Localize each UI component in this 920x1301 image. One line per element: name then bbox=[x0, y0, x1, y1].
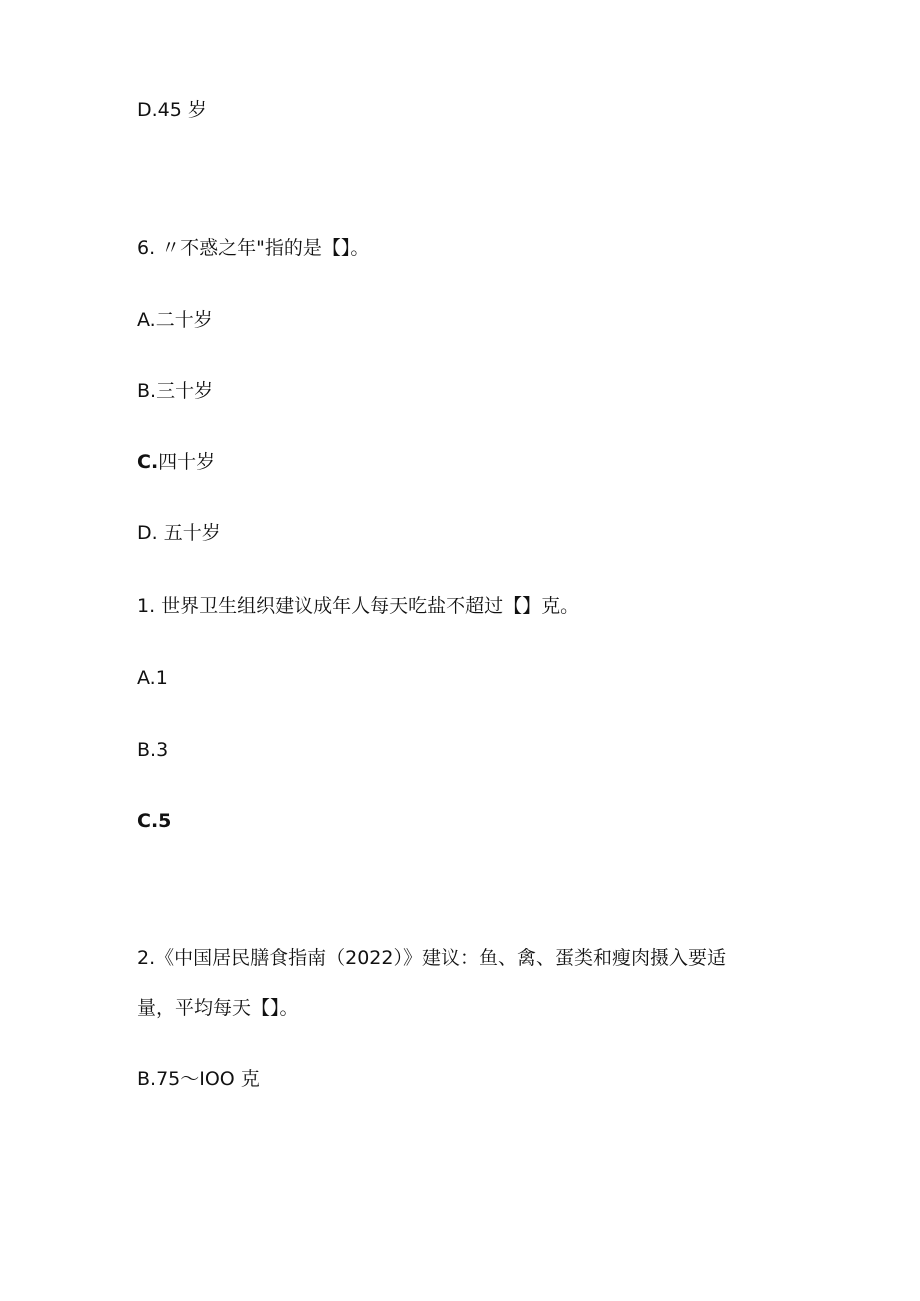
question-6: 6. 〃不惑之年"指的是【】。 bbox=[137, 237, 370, 259]
option-c-q6-letter: C. bbox=[137, 451, 159, 473]
option-c-q1: C.5 bbox=[137, 810, 172, 832]
question-1: 1. 世界卫生组织建议成年人每天吃盐不超过【】克。 bbox=[137, 595, 580, 617]
option-b-q1: B.3 bbox=[137, 739, 169, 761]
option-d-q6: D. 五十岁 bbox=[137, 522, 221, 544]
option-a-q6: A.二十岁 bbox=[137, 309, 213, 331]
option-c-q6-text: 四十岁 bbox=[158, 451, 216, 473]
option-a-q1: A.1 bbox=[137, 667, 168, 689]
question-2-line-1: 2.《中国居民膳食指南（2022）》建议：鱼、禽、蛋类和瘦肉摄入要适 bbox=[137, 947, 726, 969]
option-b-q6: B.三十岁 bbox=[137, 380, 214, 402]
option-d-q5: D.45 岁 bbox=[137, 99, 207, 121]
option-b-q2: B.75～IOO 克 bbox=[137, 1068, 260, 1090]
question-2-line-2: 量，平均每天【】。 bbox=[137, 997, 299, 1019]
option-c-q6 bbox=[137, 450, 215, 474]
